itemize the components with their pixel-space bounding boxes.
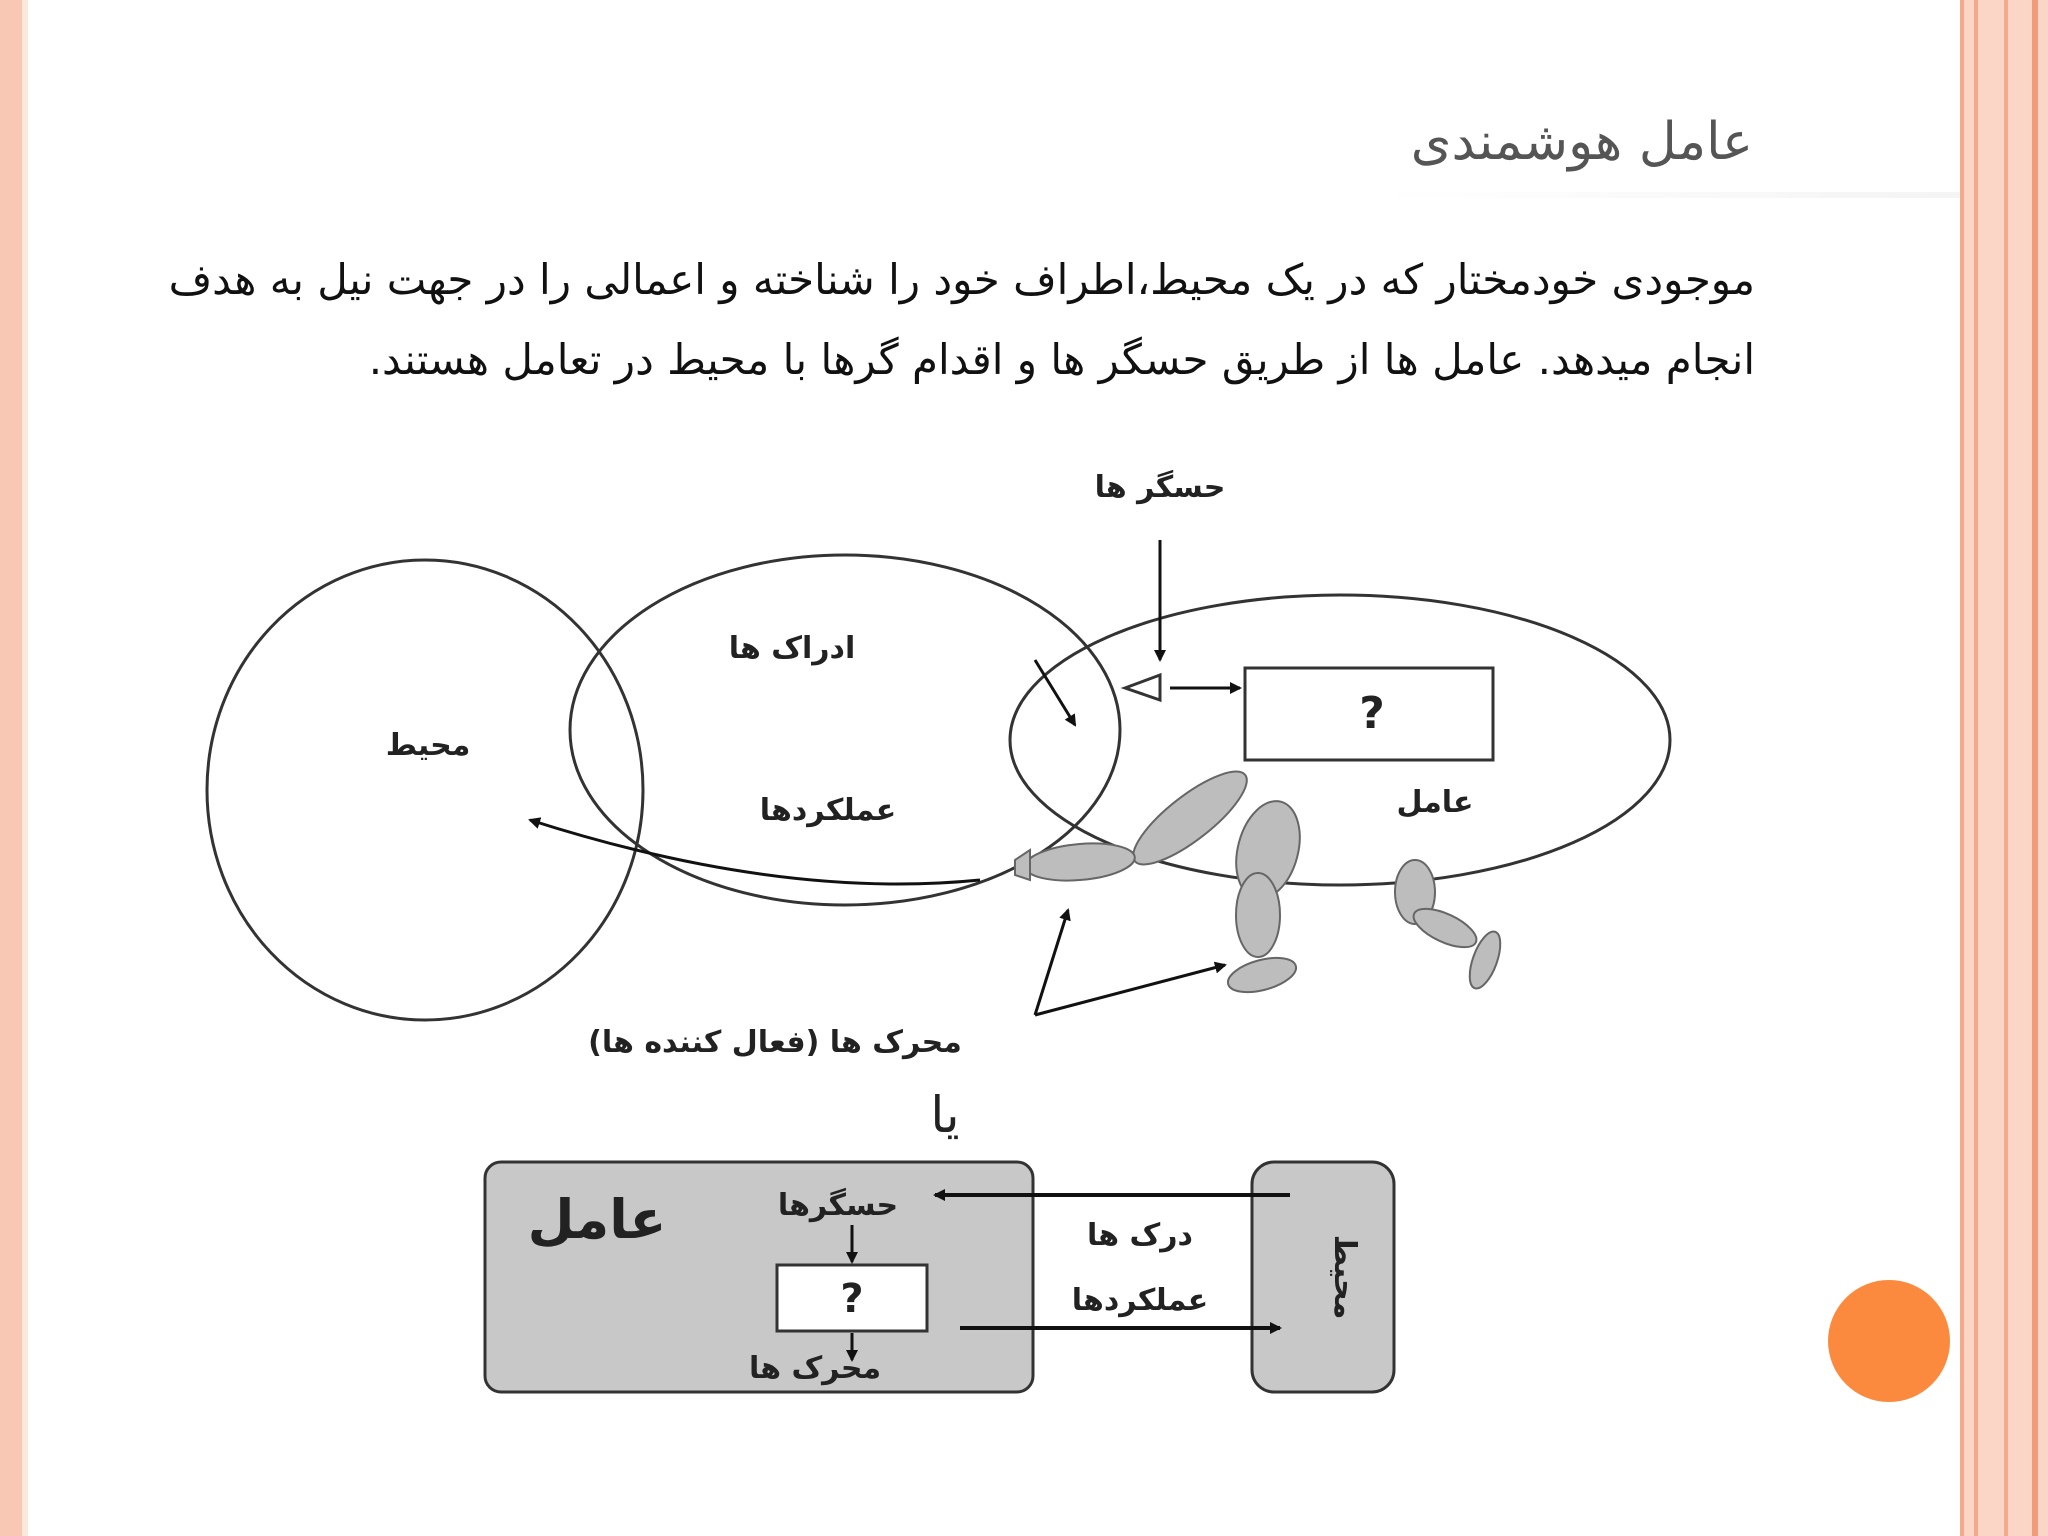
agent-back-leg-icon [1395,860,1507,992]
decision-question-mark: ? [1359,688,1385,739]
bottom-sensors-label: حسگرها [777,1188,899,1223]
top-diagram [207,469,1670,1060]
bottom-diagram [485,1162,1394,1392]
actuator-arrow-leg [1035,965,1225,1015]
slide-title: عامل هوشمندی [1410,112,1753,172]
perception-arrow [1035,660,1075,725]
decorative-accent-circle [1828,1280,1950,1402]
bottom-actuators-label: محرک ها [748,1351,882,1386]
agent-arm-icon [1015,758,1259,885]
slide-body-text: موجودی خودمختار که در یک محیط،اطراف خود را شناخته و اعمالی را در جهت نیل به هدف انجام میدهد. عامل ها از طریق حسگر ها و اقدام گرها با محیط در تعامل هستند. [168,255,1755,384]
agent-leg-icon [1224,794,1310,999]
sensors-label: حسگر ها [1094,470,1226,505]
actuators-label: محرک ها (فعال کننده ها) [588,1025,962,1060]
actions-label: عملکردها [759,793,897,828]
bottom-environment-label: محیط [1327,1234,1362,1320]
bottom-actions-label: عملکردها [1071,1283,1209,1318]
agent-label: عامل [1396,785,1474,820]
or-label: یا [930,1086,960,1144]
perceptions-label: ادراک ها [728,631,856,666]
actuator-arrow-arm [1035,910,1068,1015]
actions-arrow [530,820,980,884]
environment-circle [207,560,643,1020]
bottom-agent-label: عامل [527,1188,667,1251]
eye-sensor-icon [1125,675,1160,700]
percepts-label: درک ها [1087,1218,1193,1253]
bottom-question-mark: ? [840,1276,864,1322]
environment-label: محیط [385,728,471,763]
